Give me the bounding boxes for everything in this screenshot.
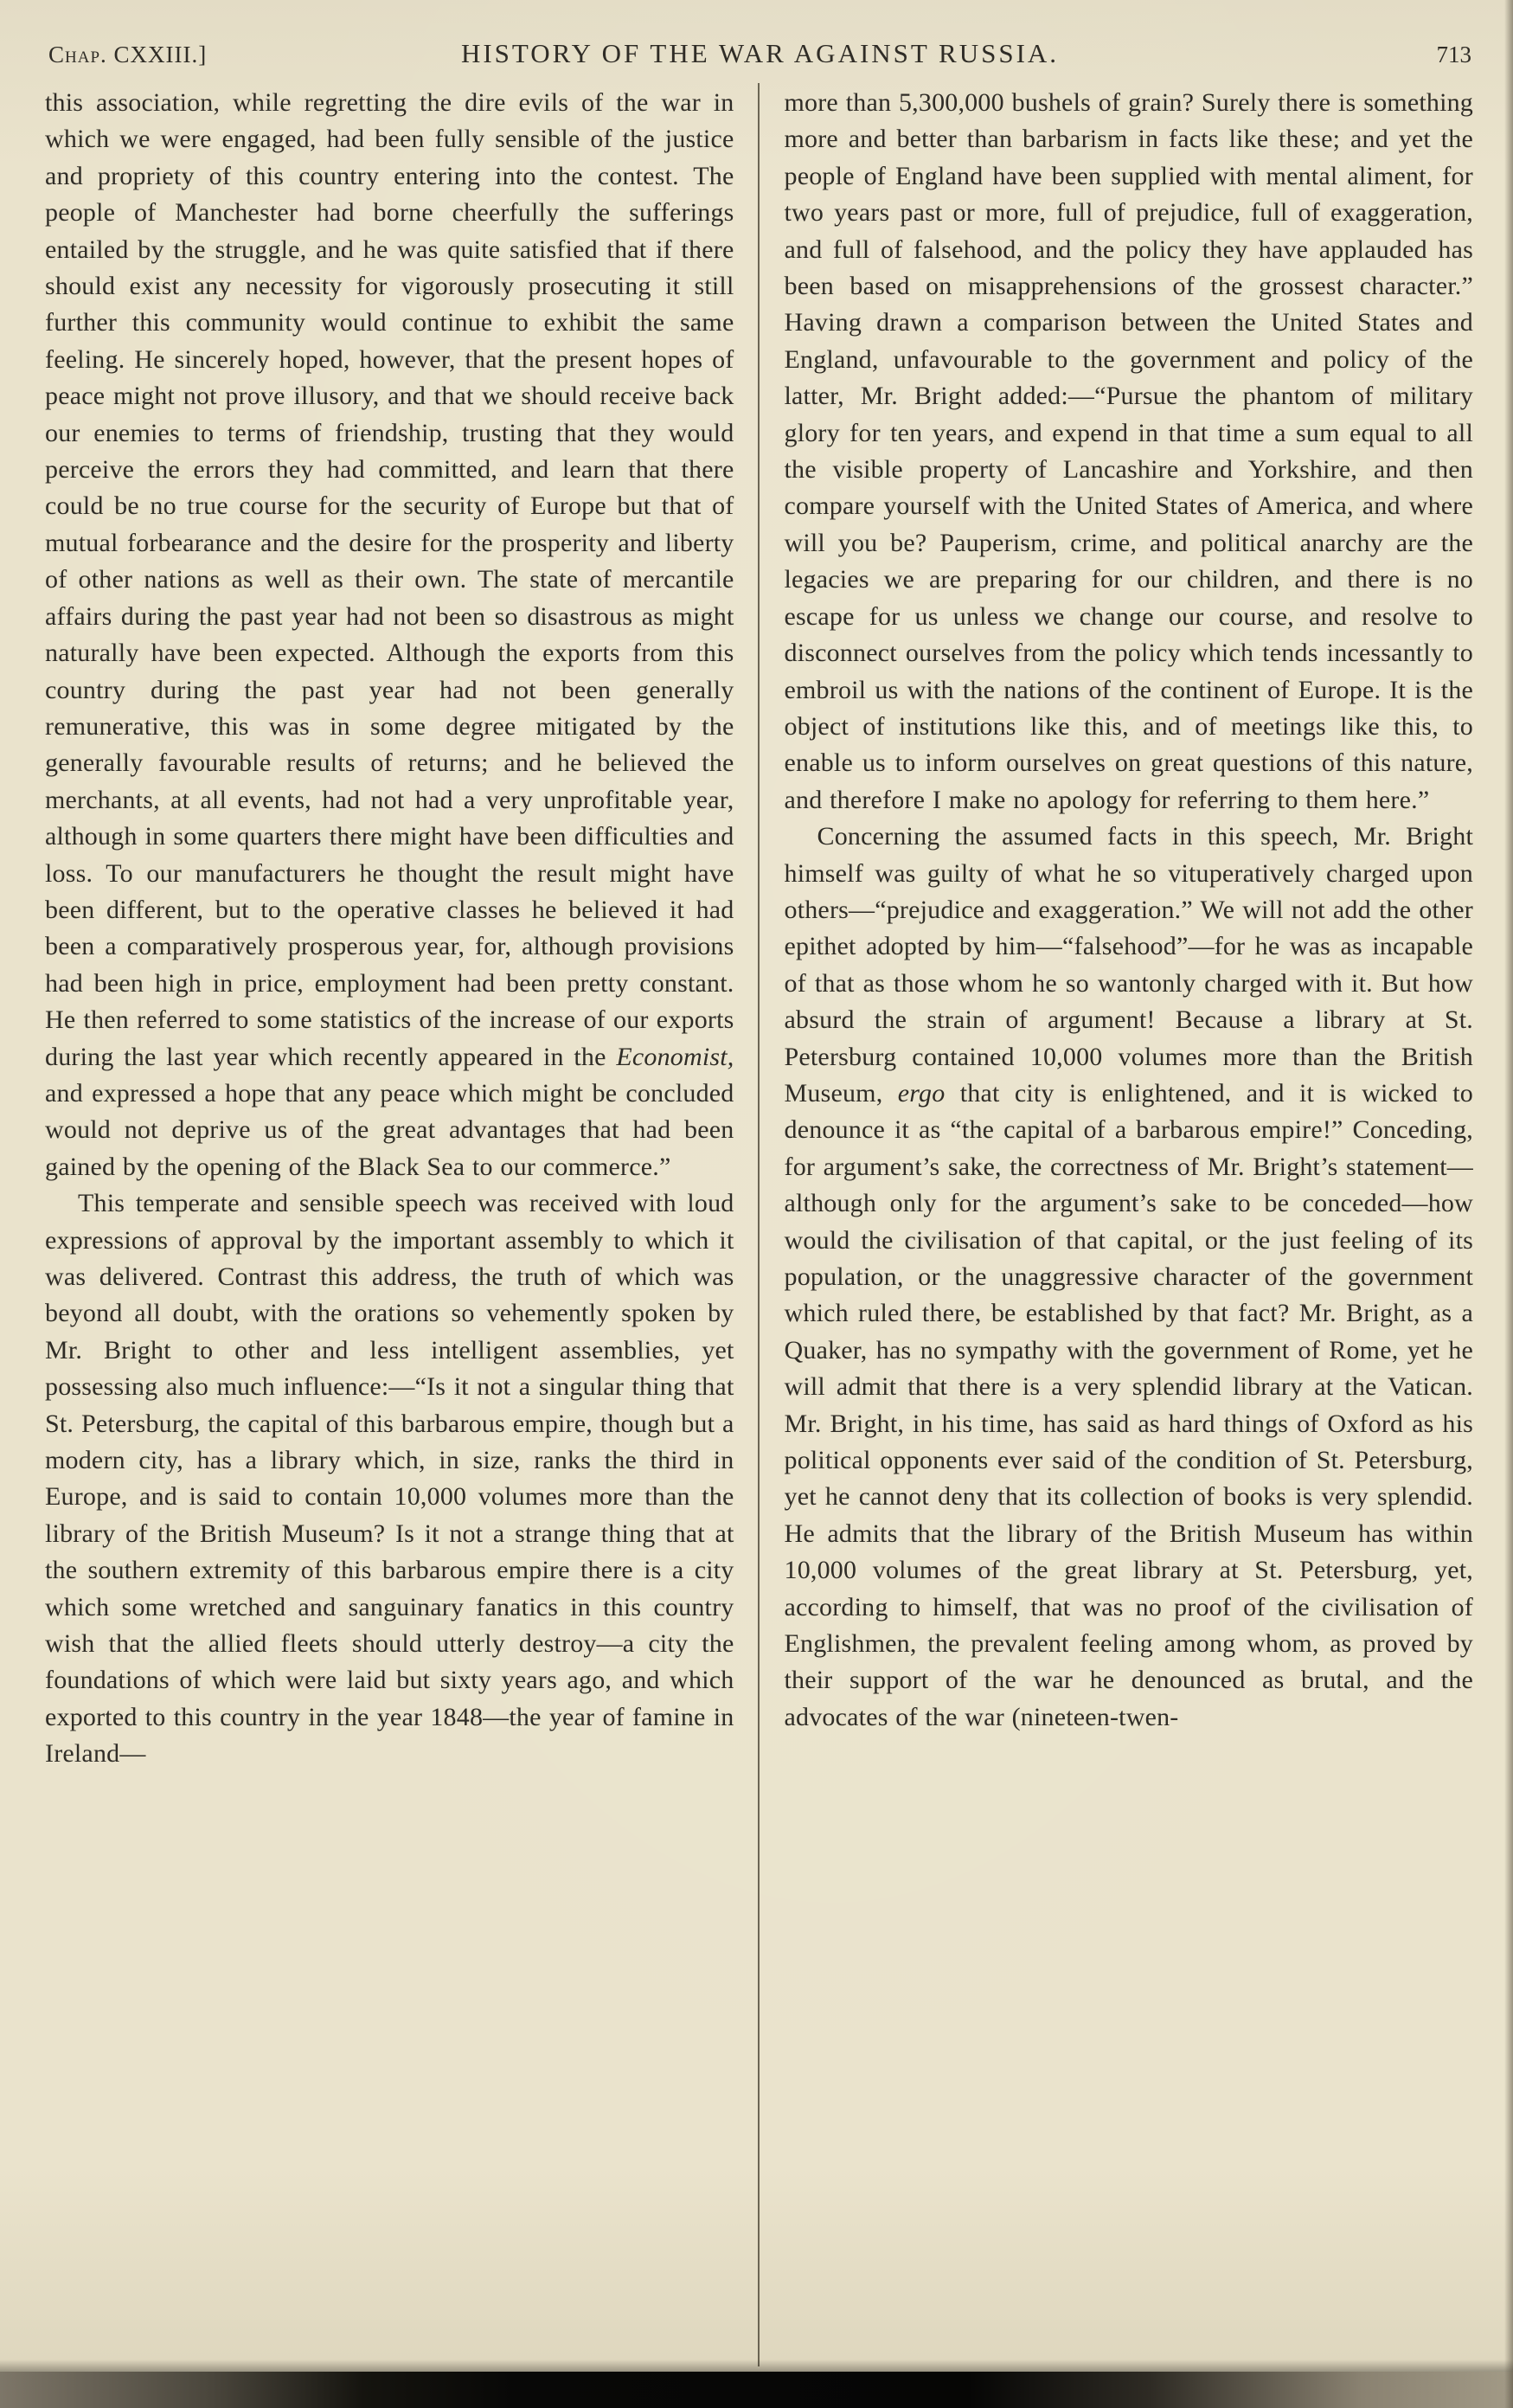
italic-text: Economist, (616, 1042, 734, 1071)
scan-edge-right (1504, 0, 1513, 2408)
page-number: 713 (1436, 42, 1471, 67)
paragraph: more than 5,300,000 bushels of grain? Surely there is something more and better than barbarism in facts like these; and yet the people of England have been supplied with mental aliment, for two years past or more, full of prejudice, full of exaggeration, and full of falsehood, and the policy they have applauded has been based on misapprehensions of the grossest character.” Having drawn a comparison between the United States and England, unfavourable to the government and policy of the latter, Mr. Bright added:—“Pursue the phantom of military glory for ten years, and expend in that time a sum equal to all the visible property of Lancashire and Yorkshire, and then compare yourself with the United States of America, and where will you be? Pauperism, crime, and political anarchy are the legacies we are preparing for our children, and there is no escape for us unless we change our course, and resolve to disconnect ourselves from the policy which tends incessantly to embroil us with the nations of the continent of Europe. It is the object of institutions like this, and of meetings like this, to enable us to inform ourselves on great questions of this nature, and therefore I make no apology for referring to them here.” (784, 88, 1473, 814)
left-column (45, 85, 734, 1773)
paragraph: This temperate and sensible speech was received with loud expressions of approval by the important assembly to which it was delivered. Contrast this address, the truth of which was beyond all doubt, with the orations so vehemently spoken by Mr. Bright to other and less intelligent assemblies, yet possessing also much influence:—“Is it not a singular thing that St. Petersburg, the capital of this barbarous empire, though but a modern city, has a library which, in size, ranks the third in Europe, and is said to contain 10,000 volumes more than the library of the British Museum? Is it not a strange thing that at the southern extremity of this barbarous empire there is a city which some wretched and sanguinary fanatics in this country wish that the allied fleets should utterly destroy—a city the foundations of which were laid but sixty years ago, and which exported to this country in the year 1848—the year of famine in Ireland— (45, 1189, 734, 1769)
italic-text: ergo (897, 1078, 946, 1108)
paragraph-text: Concerning the assumed facts in this speech, Mr. Bright himself was guilty of what he so vituperatively charged upon others—“prejudice and exaggeration.” We will not add the other epithet adopted by him—“falsehood”—for he was as incapable of that as those whom he so wantonly charged with it. But how absurd the strain of argument! Because a library at St. Petersburg contained 10,000 volumes more than the British Museum, (784, 822, 1473, 1108)
paragraph-text: this association, while regretting the dire evils of the war in which we were engaged, had been fully sensible of the justice and propriety of this country entering into the contest. The people of Manchester had borne cheerfully the sufferings entailed by the struggle, and he was quite satisfied that if there should exist any necessity for vigorously prosecuting it still further this community would continue to exhibit the same feeling. He sincerely hoped, however, that the present hopes of peace might not prove illusory, and that we should receive back our enemies to terms of friendship, trusting that they would perceive the errors they had committed, and learn that there could be no true course for the security of Europe but that of mutual forbearance and the desire for the prosperity and liberty of other nations as well as their own. The state of mercantile affairs during the past year had not been so disastrous as might naturally have been expected. Although the exports from this country during the past year had not been generally remunerative, this was in some degree mitigated by the generally favourable results of returns; and he believed the merchants, at all events, had not had a very unprofitable year, although in some quarters there might have been difficulties and loss. To our manufacturers he thought the result might have been different, but to the operative classes he believed it had been a comparatively prosperous year, for, although provisions had been high in price, employment had been pretty constant. He then referred to some statistics of the increase of our exports during the last year which recently appeared in the (45, 88, 734, 1071)
paragraph-text: and expressed a hope that any peace which might be concluded would not deprive us of the great advantages that had been gained by the opening of the Black Sea to our commerce.” (45, 1078, 734, 1181)
paragraph-text: that city is enlightened, and it is wicked to denounce it as “the capital of a barbarous empire!” Conceding, for argument’s sake, the correctness of Mr. Bright’s statement—although only for the argument’s sake to be conceded—how would the civilisation of that capital, or the just feeling of its population, or the unaggressive character of the government which ruled there, be established by that fact? Mr. Bright, as a Quaker, has no sympathy with the government of Rome, yet he will admit that there is a very splendid library at the Vatican. Mr. Bright, in his time, has said as hard things of Oxford as his political opponents ever said of the condition of St. Petersburg, yet he cannot deny that its collection of books is very splendid. He admits that the library of the British Museum has within 10,000 volumes of the great library at St. Petersburg, yet, according to himself, that was no proof of the civilisation of Englishmen, the prevalent feeling among whom, as proved by their support of the war he denounced as brutal, and the advocates of the war (nineteen-twen- (784, 1078, 1473, 1731)
paragraph (785, 819, 1474, 1736)
column-divider (758, 83, 760, 2366)
chapter-label: Chap. CXXIII.] (48, 42, 208, 67)
page-title: HISTORY OF THE WAR AGAINST RUSSIA. (460, 38, 1060, 68)
page-header (48, 38, 1471, 69)
scan-edge-bottom (0, 2372, 1513, 2408)
paragraph (45, 85, 734, 1185)
right-column (785, 85, 1474, 1773)
